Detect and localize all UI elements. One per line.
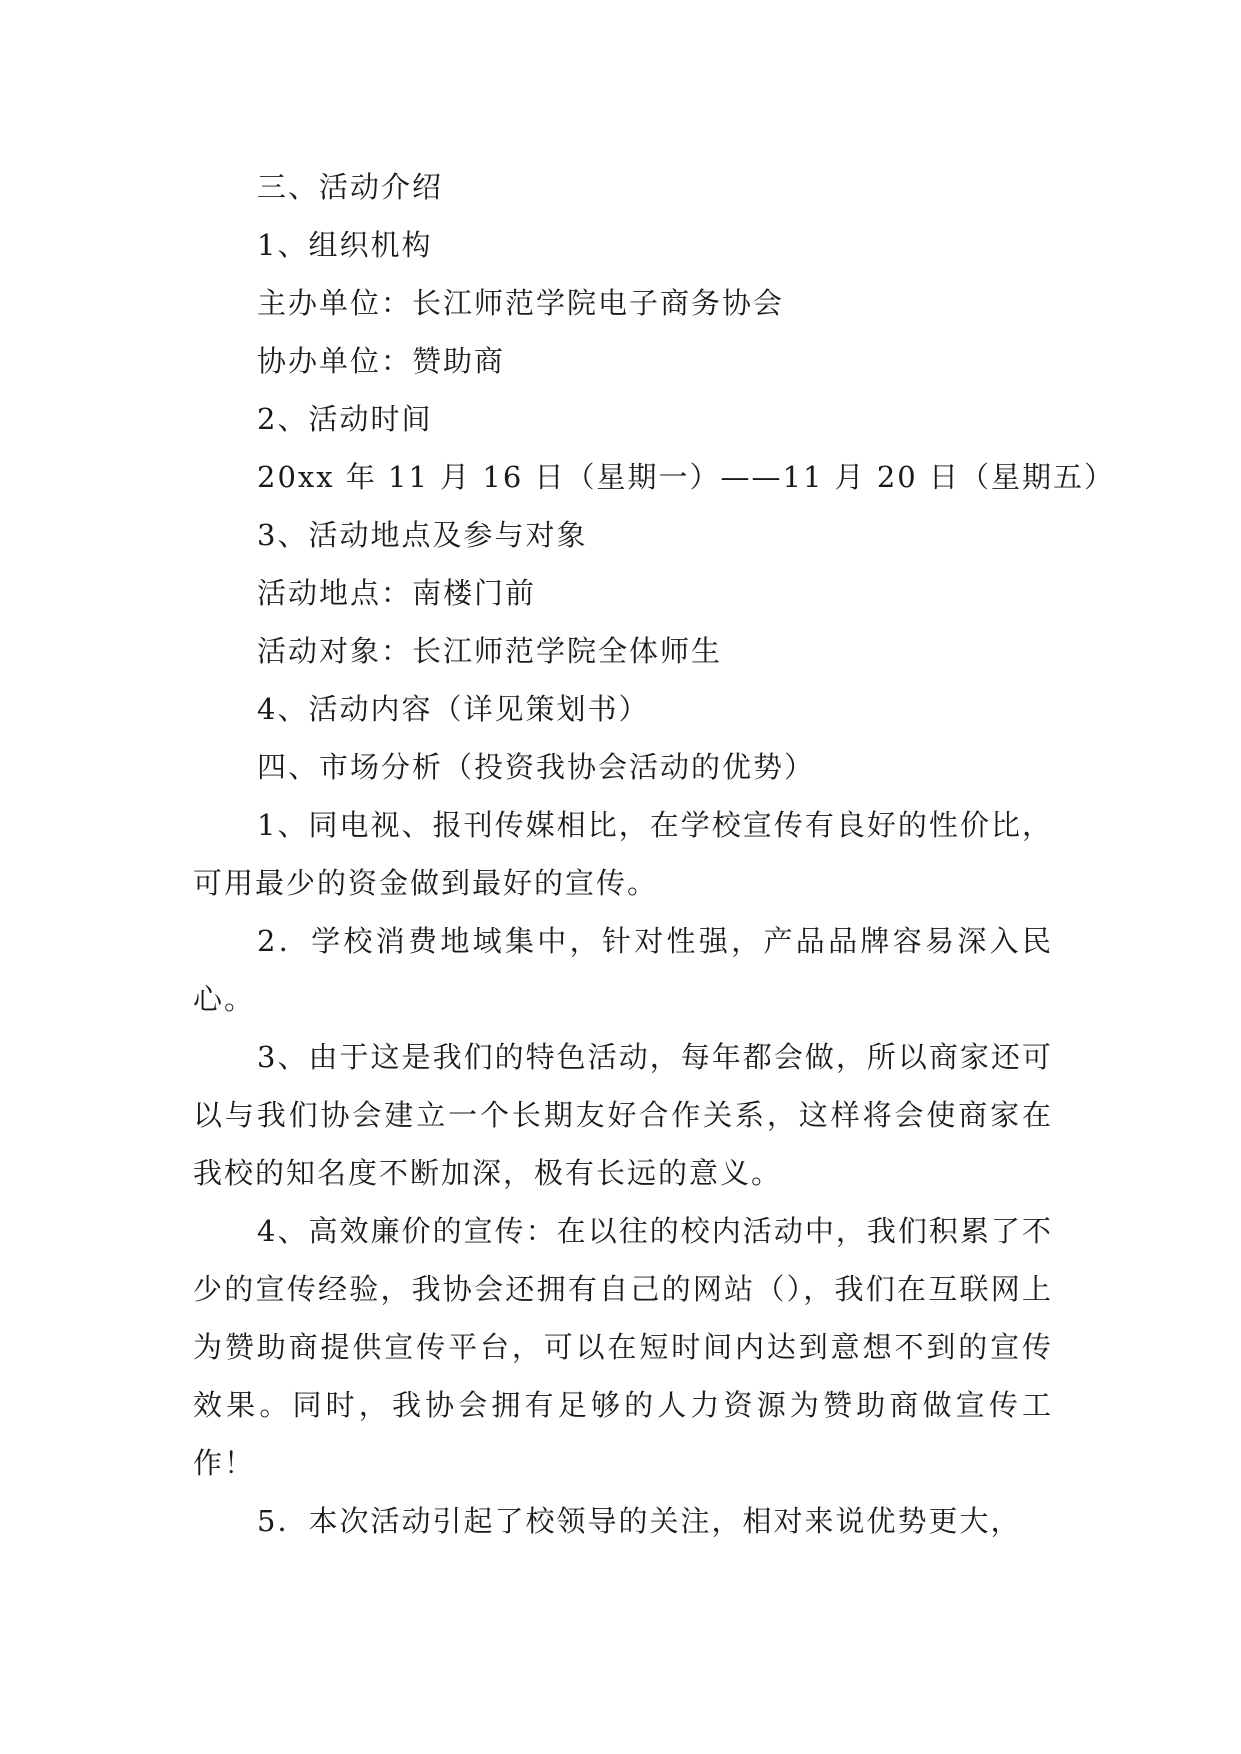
- subheading-activity-content: 4、活动内容（详见策划书）: [257, 692, 650, 726]
- paragraph-advantage-2: 2．学校消费地域集中，针对性强，产品品牌容易深入民心。: [193, 924, 1053, 1016]
- subheading-activity-time: 2、活动时间: [257, 402, 433, 436]
- activity-audience: 活动对象：长江师范学院全体师生: [257, 634, 723, 668]
- activity-date-range: 20xx 年 11 月 16 日（星期一）——11 月 20 日（星期五）: [257, 460, 1115, 494]
- subheading-organization: 1、组织机构: [257, 228, 433, 262]
- paragraph-advantage-4: 4、高效廉价的宣传：在以往的校内活动中，我们积累了不少的宣传经验，我协会还拥有自己的网站（），我们在互联网上为赞助商提供宣传平台，可以在短时间内达到意想不到的宣传效果。同时，我协会拥有足够的人力资源为赞助商做宣传工作！: [193, 1214, 1053, 1480]
- host-unit: 主办单位：长江师范学院电子商务协会: [257, 286, 785, 320]
- paragraph-advantage-1: 1、同电视、报刊传媒相比，在学校宣传有良好的性价比，可用最少的资金做到最好的宣传。: [193, 808, 1053, 900]
- paragraph-advantage-3: 3、由于这是我们的特色活动，每年都会做，所以商家还可以与我们协会建立一个长期友好合作关系，这样将会使商家在我校的知名度不断加深，极有长远的意义。: [193, 1040, 1053, 1190]
- activity-location: 活动地点：南楼门前: [257, 576, 537, 610]
- document-body: [193, 158, 1115, 1550]
- co-host-unit: 协办单位：赞助商: [257, 344, 506, 378]
- paragraph-advantage-5: 5．本次活动引起了校领导的关注，相对来说优势更大，: [257, 1504, 1022, 1538]
- subheading-location-audience: 3、活动地点及参与对象: [257, 518, 588, 552]
- section-heading-market-analysis: 四、市场分析（投资我协会活动的优势）: [257, 750, 816, 784]
- section-heading-activity-intro: 三、活动介绍: [257, 170, 444, 204]
